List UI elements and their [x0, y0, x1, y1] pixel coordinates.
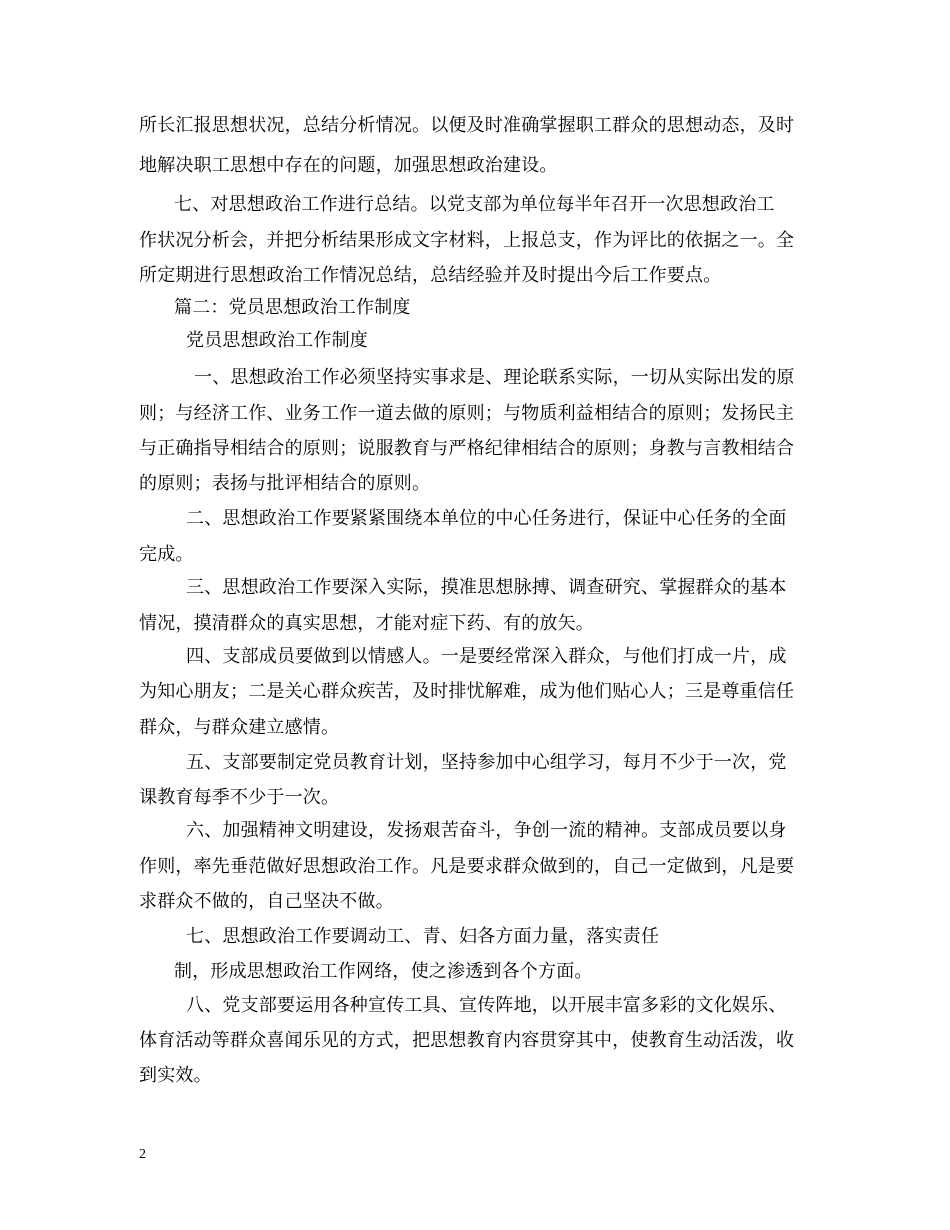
text-line: 六、加强精神文明建设，发扬艰苦奋斗，争创一流的精神。支部成员要以身 — [186, 820, 787, 841]
text-line: 课教育每季不少于一次。 — [139, 787, 340, 808]
text-line: 体育活动等群众喜闻乐见的方式，把思想教育内容贯穿其中，使教育生动活泼，收 — [139, 1030, 795, 1051]
text-line: 一、思想政治工作必须坚持实事求是、理论联系实际，一切从实际出发的原 — [194, 367, 795, 388]
text-line: 七、思想政治工作要调动工、青、妇各方面力量，落实责任 — [186, 926, 660, 947]
text-line: 的原则；表扬与批评相结合的原则。 — [139, 473, 431, 494]
text-line: 群众，与群众建立感情。 — [139, 717, 340, 738]
text-line: 地解决职工思想中存在的问题，加强思想政治建设。 — [139, 155, 558, 176]
text-line: 情况，摸清群众的真实思想，才能对症下药、有的放矢。 — [139, 613, 594, 634]
text-line: 二、思想政治工作要紧紧围绕本单位的中心任务进行，保证中心任务的全面 — [186, 508, 787, 529]
text-line: 完成。 — [139, 544, 194, 565]
text-line: 七、对思想政治工作进行总结。以党支部为单位每半年召开一次思想政治工 — [174, 194, 775, 215]
text-line: 与正确指导相结合的原则；说服教育与严格纪律相结合的原则；身教与言教相结合 — [139, 438, 795, 459]
text-line: 作状况分析会，并把分析结果形成文字材料，上报总支，作为评比的依据之一。全 — [139, 230, 795, 251]
section-heading: 篇二：党员思想政治工作制度 — [174, 297, 411, 318]
text-line: 作则，率先垂范做好思想政治工作。凡是要求群众做到的，自己一定做到，凡是要 — [139, 856, 795, 877]
text-line: 八、党支部要运用各种宣传工具、宣传阵地，以开展丰富多彩的文化娱乐、 — [186, 995, 787, 1016]
text-line: 所定期进行思想政治工作情况总结，总结经验并及时提出今后工作要点。 — [139, 265, 722, 286]
text-line: 三、思想政治工作要深入实际，摸准思想脉搏、调查研究、掌握群众的基本 — [186, 577, 787, 598]
text-line: 所长汇报思想状况，总结分析情况。以便及时准确掌握职工群众的思想动态，及时 — [139, 115, 795, 136]
text-line: 五、支部要制定党员教育计划，坚持参加中心组学习，每月不少于一次，党 — [186, 752, 787, 773]
text-line: 制，形成思想政治工作网络，使之渗透到各个方面。 — [174, 961, 593, 982]
text-line: 到实效。 — [139, 1065, 212, 1086]
page-number: 2 — [139, 1147, 146, 1162]
text-line: 则；与经济工作、业务工作一道去做的原则；与物质利益相结合的原则；发扬民主 — [139, 403, 795, 424]
text-line: 为知心朋友；二是关心群众疾苦，及时排忧解难，成为他们贴心人；三是尊重信任 — [139, 681, 795, 702]
text-line: 四、支部成员要做到以情感人。一是要经常深入群众，与他们打成一片，成 — [186, 646, 787, 667]
document-title: 党员思想政治工作制度 — [186, 330, 368, 351]
text-line: 求群众不做的，自己坚决不做。 — [139, 891, 394, 912]
